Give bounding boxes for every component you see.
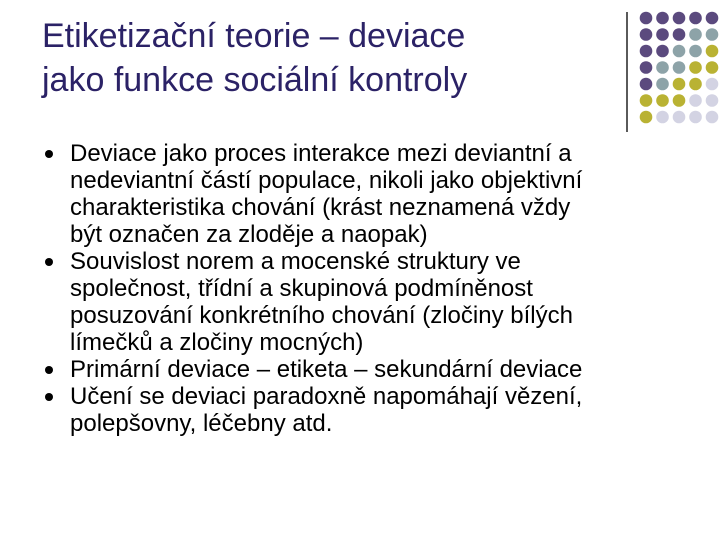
decorative-dot — [656, 61, 669, 74]
decorative-dot — [689, 12, 702, 25]
decorative-dot — [673, 61, 686, 74]
bullet-text-line: Učení se deviaci paradoxně napomáhají vězení, — [70, 383, 583, 410]
decorative-dot — [673, 78, 686, 91]
decorative-dot — [706, 45, 719, 58]
decorative-dot — [689, 78, 702, 91]
slide-title-line: jako funkce sociální kontroly — [42, 61, 468, 99]
bullet-dot-icon — [45, 258, 53, 266]
slide-title — [42, 14, 622, 102]
decorative-dot — [640, 45, 653, 58]
decorative-dot — [640, 78, 653, 91]
decorative-dot — [673, 28, 686, 41]
decorative-dot — [640, 94, 653, 107]
decorative-dot — [706, 61, 719, 74]
decorative-dot — [640, 28, 653, 41]
decorative-dot — [656, 78, 669, 91]
bullet-dot-icon — [45, 393, 53, 401]
bullet-text-line: Deviace jako proces interakce mezi deviantní a — [70, 140, 572, 167]
decorative-dot — [673, 45, 686, 58]
bullet-text-line: límečků a zločiny mocných) — [70, 329, 364, 356]
decorative-dot — [706, 78, 719, 91]
bullet-text-line: společnost, třídní a skupinová podmíněnost — [70, 275, 533, 302]
decorative-dot — [706, 94, 719, 107]
decorative-dot — [656, 28, 669, 41]
bullet-dot-icon — [45, 150, 53, 158]
decorative-dot — [656, 111, 669, 124]
dot-pattern-decoration — [638, 10, 720, 130]
bullet-item — [42, 140, 682, 248]
decorative-dot — [689, 111, 702, 124]
decorative-dot — [640, 12, 653, 25]
decorative-dot — [689, 45, 702, 58]
bullet-text-line: charakteristika chování (krást neznamená vždy — [70, 194, 571, 221]
decorative-dot — [706, 28, 719, 41]
decorative-dot — [673, 94, 686, 107]
decorative-dot — [656, 94, 669, 107]
bullet-list — [42, 140, 682, 437]
title-divider-line — [626, 12, 628, 132]
bullet-text-line: polepšovny, léčebny atd. — [70, 410, 333, 437]
decorative-dot — [689, 28, 702, 41]
decorative-dot — [640, 111, 653, 124]
decorative-dot — [689, 94, 702, 107]
bullet-dot-icon — [45, 366, 53, 374]
bullet-text-line: nedeviantní částí populace, nikoli jako objektivní — [70, 167, 583, 194]
bullet-text-line: Primární deviace – etiketa – sekundární deviace — [70, 356, 583, 383]
bullet-item — [42, 356, 682, 383]
decorative-dot — [689, 61, 702, 74]
decorative-dot — [656, 12, 669, 25]
slide-title-line: Etiketizační teorie – deviace — [42, 17, 466, 55]
decorative-dot — [640, 61, 653, 74]
bullet-item — [42, 383, 682, 437]
decorative-dot — [706, 12, 719, 25]
decorative-dot — [673, 111, 686, 124]
decorative-dot — [706, 111, 719, 124]
bullet-text-line: být označen za zloděje a naopak) — [70, 221, 428, 248]
bullet-text-line: Souvislost norem a mocenské struktury ve — [70, 248, 521, 275]
bullet-text-line: posuzování konkrétního chování (zločiny bílých — [70, 302, 573, 329]
bullet-item — [42, 248, 682, 356]
decorative-dot — [656, 45, 669, 58]
decorative-dot — [673, 12, 686, 25]
